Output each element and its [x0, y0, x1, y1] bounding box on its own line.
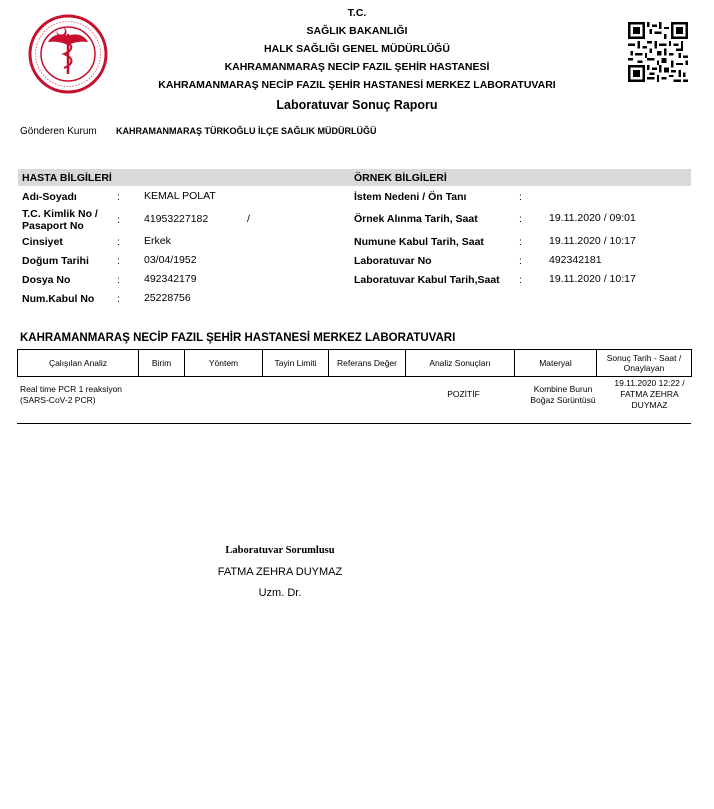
sample-accept-label: Numune Kabul Tarih, Saat: [354, 236, 484, 248]
result-date-line1: 19.11.2020 12:22 /: [614, 378, 685, 388]
patient-gender-label: Cinsiyet: [22, 236, 63, 248]
patient-birthdate-value: 03/04/1952: [144, 254, 197, 266]
result-approver-line1: FATMA ZEHRA: [620, 389, 679, 399]
lab-no-label: Laboratuvar No: [354, 255, 432, 267]
table-bottom-rule: [17, 423, 691, 424]
sample-section-title: ÖRNEK BİLGİLERİ: [354, 172, 447, 184]
colon: :: [519, 236, 522, 248]
patient-id-value: 41953227182: [144, 213, 209, 225]
sample-accept-value: 19.11.2020 / 10:17: [549, 235, 636, 247]
patient-section-title: HASTA BİLGİLERİ: [22, 172, 112, 184]
patient-name-value: KEMAL POLAT: [144, 190, 216, 202]
request-reason-label: İstem Nedeni / Ön Tanı: [354, 191, 467, 203]
analysis-result-value: POZİTİF: [447, 389, 480, 399]
lab-accept-label: Laboratuvar Kabul Tarih,Saat: [354, 274, 500, 286]
patient-acceptance-value: 25228756: [144, 292, 191, 304]
patient-acceptance-label: Num.Kabul No: [22, 293, 95, 305]
col-header-unit: Birim: [139, 350, 185, 377]
colon: :: [117, 274, 120, 286]
patient-passport-label: Pasaport No: [22, 220, 84, 232]
header-line-tc: T.C.: [347, 7, 367, 19]
material-line1: Kombine Burun: [533, 384, 593, 394]
lab-no-value: 492342181: [549, 254, 602, 266]
patient-name-label: Adı-Soyadı: [22, 191, 77, 203]
colon: :: [519, 255, 522, 267]
material-line2: Boğaz Sürüntüsü: [530, 395, 596, 405]
colon: :: [117, 255, 120, 267]
patient-id-label: T.C. Kimlik No /: [22, 208, 98, 220]
results-header-row: [18, 350, 692, 377]
report-title: Laboratuvar Sonuç Raporu: [276, 98, 438, 112]
signature-title: Laboratuvar Sorumlusu: [225, 545, 335, 556]
colon: :: [519, 191, 522, 203]
result-approver-line2: DUYMAZ: [631, 400, 668, 410]
colon: :: [519, 213, 522, 225]
patient-birthdate-label: Doğum Tarihi: [22, 255, 89, 267]
signature-name: FATMA ZEHRA DUYMAZ: [217, 566, 343, 578]
colon: :: [117, 293, 120, 305]
col-header-limit: Tayin Limiti: [263, 350, 329, 377]
colon: :: [519, 274, 522, 286]
colon: :: [117, 214, 120, 226]
col-header-material: Materyal: [515, 350, 597, 377]
patient-file-label: Dosya No: [22, 274, 71, 286]
patient-passport-separator: /: [247, 213, 250, 225]
colon: :: [117, 191, 120, 203]
header-line-hospital: KAHRAMANMARAŞ NECİP FAZIL ŞEHİR HASTANESİ: [224, 61, 490, 73]
header-line-ministry: SAĞLIK BAKANLIĞI: [306, 25, 408, 37]
signature-role: Uzm. Dr.: [258, 587, 302, 599]
analysis-name-line1: Real time PCR 1 reaksiyon: [20, 384, 123, 394]
qr-code-icon: [628, 22, 688, 82]
col-header-result: Analiz Sonuçları: [406, 350, 515, 377]
sender-label: Gönderen Kurum: [20, 126, 97, 137]
patient-file-value: 492342179: [144, 273, 197, 285]
patient-gender-value: Erkek: [144, 235, 171, 247]
sample-taken-label: Örnek Alınma Tarih, Saat: [354, 213, 478, 225]
sender-value: KAHRAMANMARAŞ TÜRKOĞLU İLÇE SAĞLIK MÜDÜRLÜĞÜ: [116, 126, 377, 136]
sample-taken-value: 19.11.2020 / 09:01: [549, 212, 636, 224]
col-header-analysis: Çalışılan Analiz: [18, 350, 139, 377]
header-line-directorate: HALK SAĞLIĞI GENEL MÜDÜRLÜĞÜ: [264, 43, 450, 55]
results-table: [17, 349, 692, 377]
lab-section-title: KAHRAMANMARAŞ NECİP FAZIL ŞEHİR HASTANESİ MERKEZ LABORATUVARI: [20, 332, 456, 344]
col-header-result-date: Sonuç Tarih - Saat / Onaylayan: [597, 350, 692, 377]
colon: :: [117, 236, 120, 248]
lab-accept-value: 19.11.2020 / 10:17: [549, 273, 636, 285]
col-header-reference: Referans Değer: [329, 350, 406, 377]
header-line-laboratory: KAHRAMANMARAŞ NECİP FAZIL ŞEHİR HASTANESİ MERKEZ LABORATUVARI: [158, 79, 556, 91]
col-header-method: Yöntem: [185, 350, 263, 377]
analysis-name-line2: (SARS-CoV-2 PCR): [20, 395, 96, 405]
